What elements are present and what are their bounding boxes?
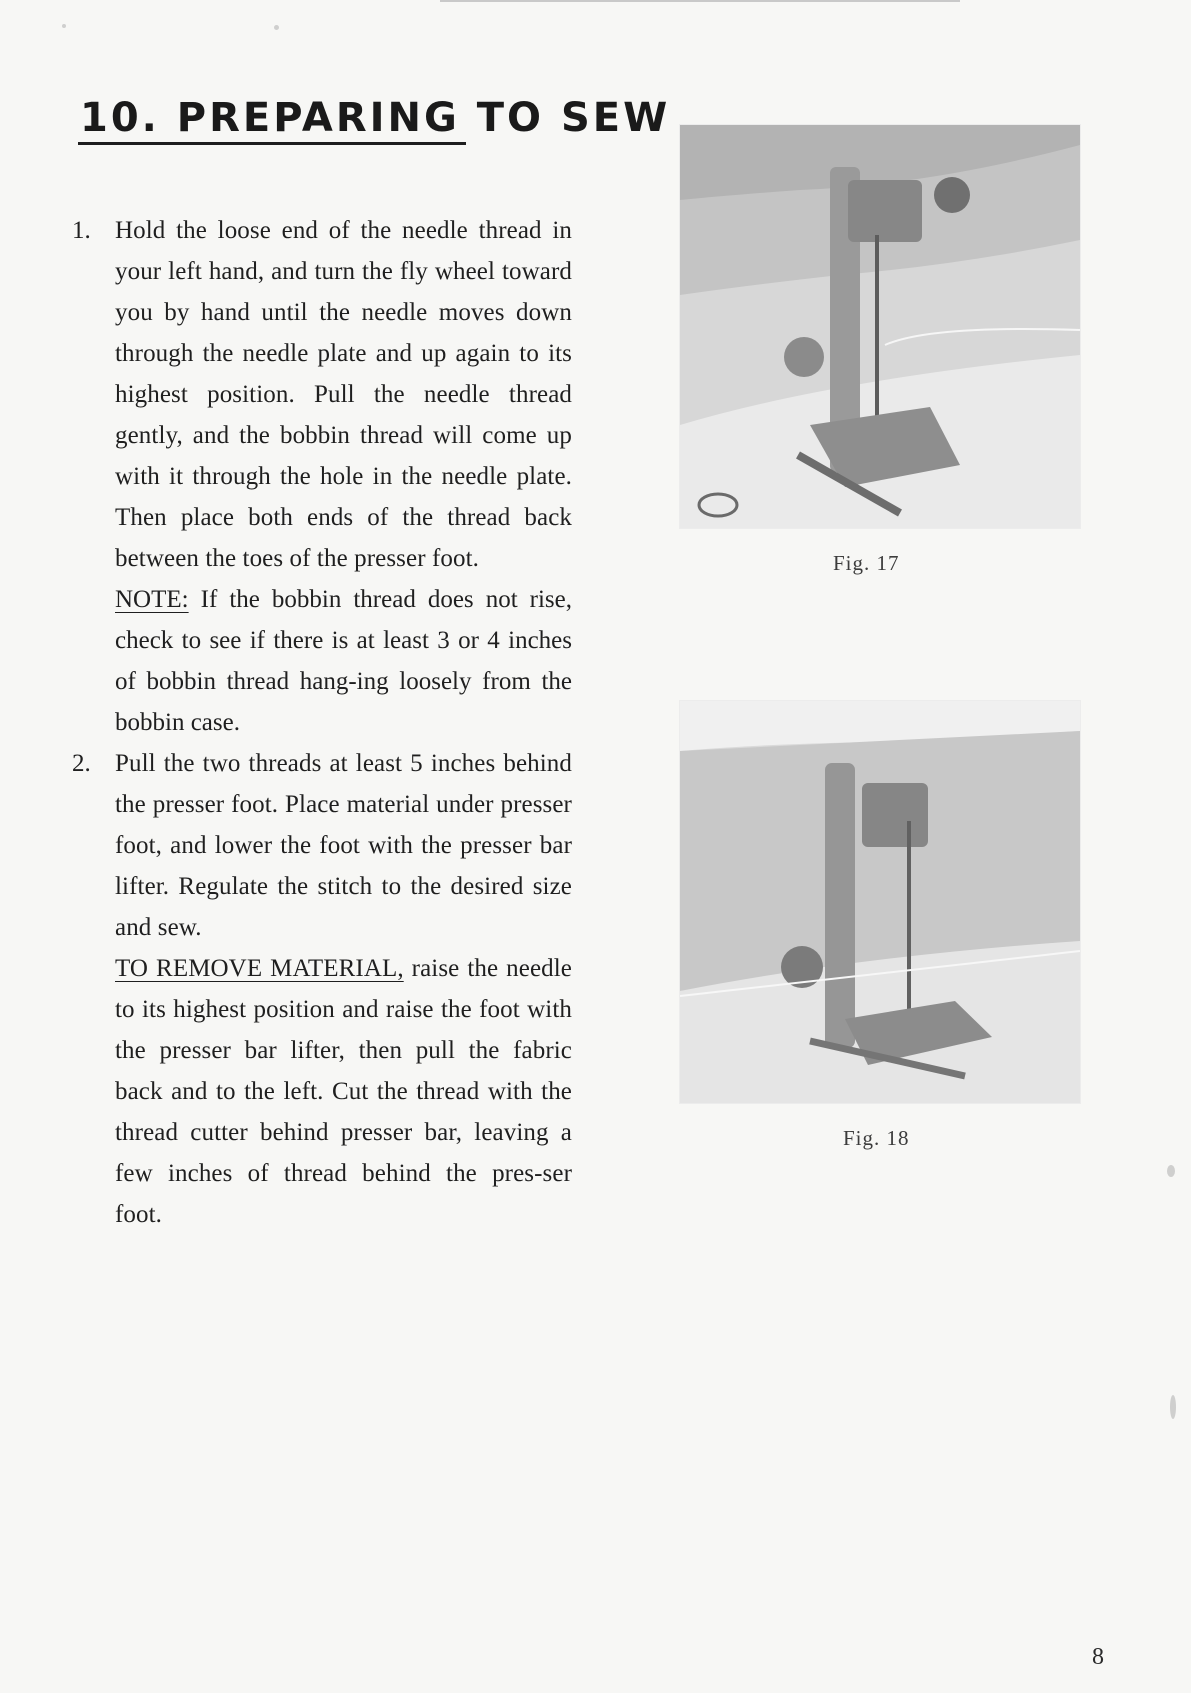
needle-clamp xyxy=(848,180,922,242)
figure-18-illustration xyxy=(680,701,1080,1103)
figure-18-caption: Fig. 18 xyxy=(843,1126,910,1150)
paper-speck xyxy=(274,25,279,30)
step-2-text: Pull the two threads at least 5 inches behind the presser foot. Place material under presser foot, and lower the foot with the presser bar lifter. Regulate the stitch to the desired size and sew. xyxy=(115,750,572,941)
side-screw xyxy=(784,337,824,377)
page-number: 8 xyxy=(1092,1644,1104,1670)
remove-material-label: TO REMOVE MATERIAL, xyxy=(115,955,404,982)
step-2-number: 2. xyxy=(72,750,91,777)
paper-speck xyxy=(62,24,66,28)
remove-material-text: raise the needle to its highest position and raise the foot with the presser bar lifter, then pull the fabric back and to the left. Cut the thread with the thread cutter behind presser bar, leaving a few inches of thread behind the pres-ser foot. xyxy=(115,955,572,1228)
paper-speck xyxy=(1167,1165,1175,1177)
page-heading: 10. PREPARING TO SEW xyxy=(80,95,671,141)
step-1-note xyxy=(115,579,572,743)
figure-17-illustration xyxy=(680,125,1080,528)
adjusting-screw xyxy=(934,177,970,213)
paper-speck xyxy=(1170,1395,1176,1419)
figure-17-caption: Fig. 17 xyxy=(833,551,900,575)
needle xyxy=(875,235,879,445)
figure-18-photo xyxy=(679,700,1081,1104)
step-1-text: Hold the loose end of the needle thread in your left hand, and turn the fly wheel toward you by hand until the needle moves down through the needle plate and up again to its highest position. Pull the needle thread gently, and the bobbin thread will come up with it through the hole in the needle plate. Then place both ends of the thread back between the toes of the presser foot. xyxy=(115,217,572,572)
heading-underline xyxy=(78,142,466,145)
figure-17-photo xyxy=(679,124,1081,529)
note-text: If the bobbin thread does not rise, check to see if there is at least 3 or 4 inches of bobbin thread hang-ing loosely from the bobbin case. xyxy=(115,586,573,736)
step-2-remove-material xyxy=(115,948,572,1235)
needle-2 xyxy=(907,821,911,1026)
needle-clamp-2 xyxy=(862,783,928,847)
top-rule xyxy=(440,0,960,2)
presser-bar-2 xyxy=(825,763,855,1048)
note-label: NOTE: xyxy=(115,586,189,613)
instruction-text xyxy=(72,210,572,1235)
instruction-step-2 xyxy=(72,743,572,1235)
instruction-step-1 xyxy=(72,210,572,743)
step-1-number: 1. xyxy=(72,217,91,244)
